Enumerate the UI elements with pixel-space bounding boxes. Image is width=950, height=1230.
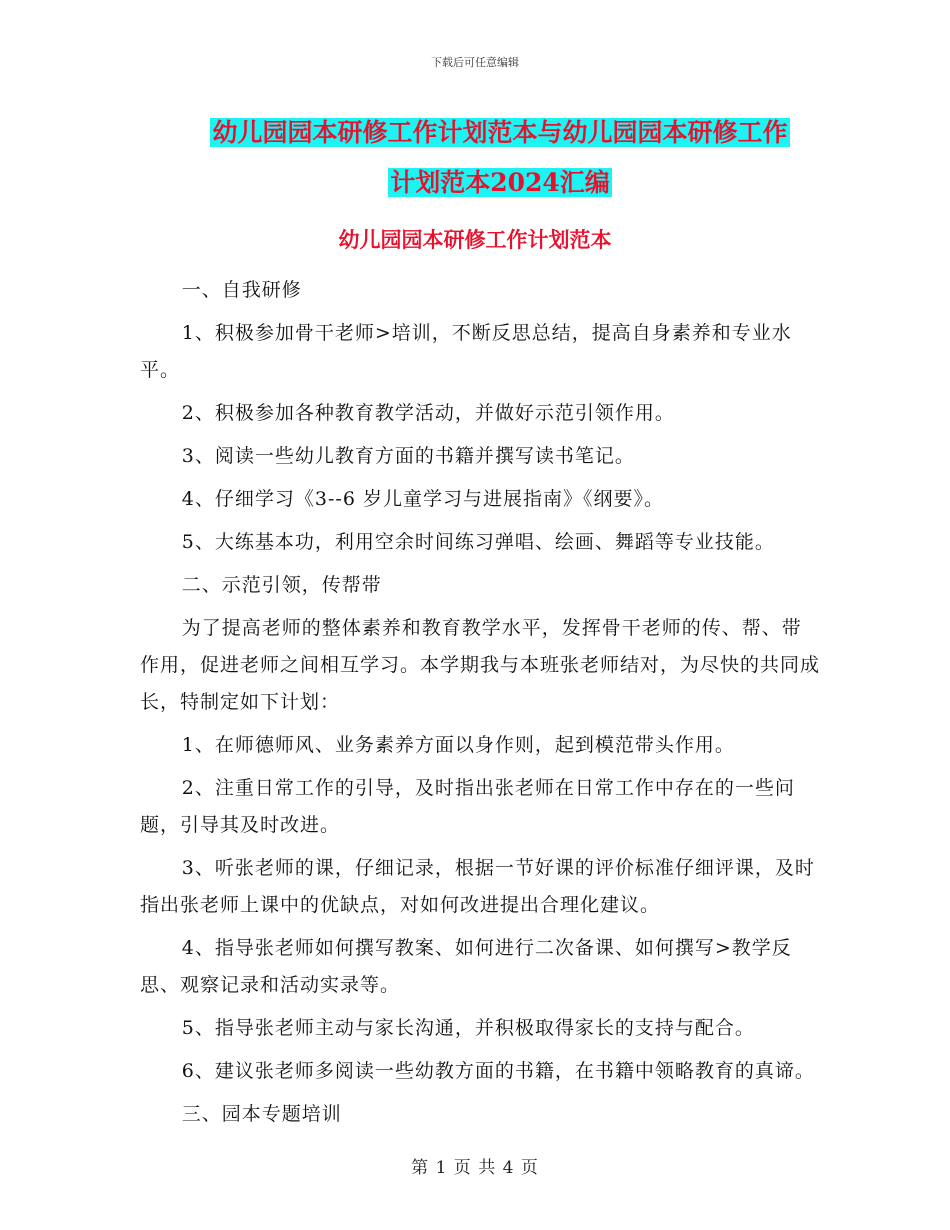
document-body xyxy=(140,272,820,1133)
list-item: 1、在师德师风、业务素养方面以身作则，起到模范带头作用。 xyxy=(181,734,735,756)
heading-training: 三、园本专题培训 xyxy=(181,1103,342,1125)
list-item: 4、指导张老师如何撰写教案、如何进行二次备课、如何撰写>教学反思、观察记录和活动实录等。 xyxy=(140,937,792,996)
page-number-footer: 第 1 页 共 4 页 xyxy=(411,1158,539,1178)
header-note: 下载后可任意编辑 xyxy=(431,56,519,69)
heading-self-study: 一、自我研修 xyxy=(181,279,302,301)
list-item: 1、积极参加骨干老师>培训，不断反思总结，提高自身素养和专业水平。 xyxy=(140,322,792,381)
heading-mentoring: 二、示范引领，传帮带 xyxy=(181,574,382,596)
list-item: 4、仔细学习《3--6 岁儿童学习与进展指南》《纲要》。 xyxy=(181,488,664,510)
list-item: 6、建议张老师多阅读一些幼教方面的书籍，在书籍中领略教育的真谛。 xyxy=(181,1060,815,1082)
document-title xyxy=(140,108,860,208)
document-title-line-2: 计划范本2024汇编 xyxy=(390,168,610,197)
list-item: 3、听张老师的课，仔细记录，根据一节好课的评价标准仔细评课，及时指出张老师上课中的优缺点，对如何改进提出合理化建议。 xyxy=(140,857,815,916)
list-item: 2、注重日常工作的引导，及时指出张老师在日常工作中存在的一些问题，引导其及时改进。 xyxy=(140,777,795,836)
list-item: 5、指导张老师主动与家长沟通，并积极取得家长的支持与配合。 xyxy=(181,1017,755,1039)
section-title: 幼儿园园本研修工作计划范本 xyxy=(338,227,612,252)
list-item: 3、阅读一些幼儿教育方面的书籍并撰写读书笔记。 xyxy=(181,445,635,467)
list-item: 2、积极参加各种教育教学活动，并做好示范引领作用。 xyxy=(181,402,675,424)
document-title-line-1: 幼儿园园本研修工作计划范本与幼儿园园本研修工作 xyxy=(212,118,788,147)
paragraph-intro: 为了提高老师的整体素养和教育教学水平，发挥骨干老师的传、帮、带作用，促进老师之间相互学习。本学期我与本班张老师结对，为尽快的共同成长，特制定如下计划： xyxy=(140,617,821,713)
list-item: 5、大练基本功，利用空余时间练习弹唱、绘画、舞蹈等专业技能。 xyxy=(181,531,775,553)
